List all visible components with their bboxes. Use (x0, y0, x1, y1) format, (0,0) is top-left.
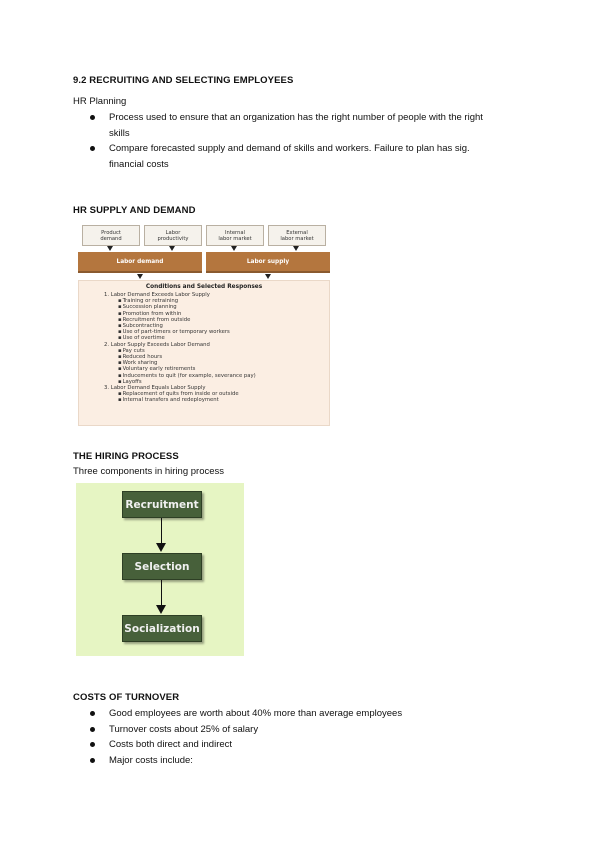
list-item: Costs both direct and indirect (73, 737, 543, 753)
arrow-down-icon (156, 605, 166, 614)
input-label: Internal (225, 229, 245, 236)
list-item: Turnover costs about 25% of salary (73, 722, 543, 738)
connector-line (161, 518, 162, 544)
list-item (73, 110, 543, 141)
input-label: labor market (280, 235, 314, 242)
condition-heading: 3. Labor Demand Equals Labor Supply (104, 385, 206, 392)
condition-heading: 2. Labor Supply Exceeds Labor Demand (104, 341, 210, 348)
list-item (73, 141, 543, 172)
hiring-process-diagram (76, 483, 244, 656)
section-title-supply-demand: HR SUPPLY AND DEMAND (73, 205, 196, 216)
response-item: ▪ Use of overtime (104, 335, 256, 341)
subtitle-hr-planning: HR Planning (73, 96, 127, 107)
arrow-down-icon (293, 246, 299, 251)
list-item-line: Compare forecasted supply and demand of skills and workers. Failure to plan has sig. (109, 143, 470, 154)
response-item: ▪ Inducements to quit (for example, severance pay) (104, 373, 256, 379)
response-item: ▪ Use of part-timers or temporary workers (104, 329, 256, 335)
response-item: ▪ Reduced hours (104, 354, 256, 360)
response-item: ▪ Voluntary early retirements (104, 366, 256, 372)
response-item: ▪ Recruitment from outside (104, 317, 256, 323)
response-item: ▪ Promotion from within (104, 311, 256, 317)
subtitle-hiring-components: Three components in hiring process (73, 466, 225, 477)
input-box-external-labor-market (268, 225, 326, 246)
input-box-product-demand (82, 225, 140, 246)
response-item: ▪ Succession planning (104, 304, 256, 310)
input-box-internal-labor-market (206, 225, 264, 246)
response-item: ▪ Training or retraining (104, 298, 256, 304)
conditions-panel (78, 280, 330, 426)
turnover-costs-list (73, 706, 543, 768)
response-item: ▪ Pay cuts (104, 348, 256, 354)
input-label: labor market (218, 235, 252, 242)
response-item: ▪ Layoffs (104, 379, 256, 385)
section-title-recruiting: 9.2 RECRUITING AND SELECTING EMPLOYEES (73, 75, 294, 86)
conditions-list (104, 292, 256, 404)
input-box-labor-productivity (144, 225, 202, 246)
input-label: demand (100, 235, 122, 242)
hr-supply-demand-diagram (78, 223, 330, 428)
input-label: External (286, 229, 308, 236)
condition-heading: 1. Labor Demand Exceeds Labor Supply (104, 292, 210, 298)
step-selection: Selection (122, 553, 202, 580)
step-recruitment: Recruitment (122, 491, 202, 518)
arrow-down-icon (137, 274, 143, 279)
list-item-line: financial costs (109, 158, 169, 170)
input-label: Labor (165, 229, 181, 236)
input-label: productivity (157, 235, 189, 242)
response-item: ▪ Subcontracting (104, 323, 256, 329)
list-item-line: skills (109, 127, 130, 139)
arrow-down-icon (107, 246, 113, 251)
arrow-down-icon (231, 246, 237, 251)
labor-demand-bar: Labor demand (78, 252, 202, 273)
list-item-line: Process used to ensure that an organization has the right number of people with the right (109, 112, 483, 123)
arrow-down-icon (265, 274, 271, 279)
input-label: Product (101, 229, 121, 236)
arrow-down-icon (169, 246, 175, 251)
response-item: ▪ Internal transfers and redeployment (104, 397, 256, 403)
conditions-title: Conditions and Selected Responses (145, 284, 263, 290)
list-item: Major costs include: (73, 753, 543, 769)
connector-line (161, 580, 162, 606)
hr-planning-list (73, 110, 543, 172)
response-item: ▪ Work sharing (104, 360, 256, 366)
labor-supply-bar: Labor supply (206, 252, 330, 273)
response-item: ▪ Replacement of quits from inside or outside (104, 391, 256, 397)
list-item: Good employees are worth about 40% more than average employees (73, 706, 543, 722)
step-socialization: Socialization (122, 615, 202, 642)
section-title-hiring-process: THE HIRING PROCESS (73, 451, 179, 462)
section-title-costs-of-turnover: COSTS OF TURNOVER (73, 692, 180, 703)
arrow-down-icon (156, 543, 166, 552)
